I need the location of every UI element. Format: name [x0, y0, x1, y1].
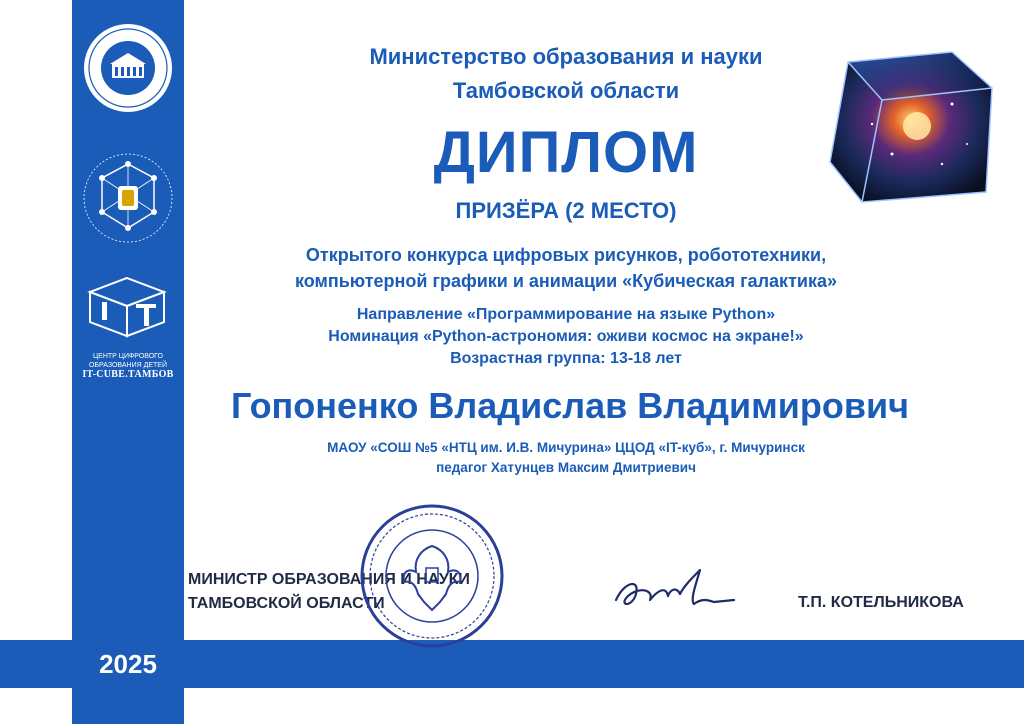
nomination-line: Номинация «Python-астрономия: оживи космос на экране!»	[328, 328, 804, 345]
winner-name: Гопоненко Владислав Владимирович	[230, 385, 910, 426]
it-cube-name: IT-CUBE.ТАМБОВ	[82, 369, 174, 380]
signer-name: Т.П. КОТЕЛЬНИКОВА	[798, 594, 964, 611]
age-group-line: Возрастная группа: 13-18 лет	[450, 350, 682, 367]
school-line: МАОУ «СОШ №5 «НТЦ им. И.В. Мичурина» ЦЦОД «IT-куб», г. Мичуринск	[327, 440, 805, 455]
teacher-line: педагог Хатунцев Максим Дмитриевич	[436, 460, 696, 475]
ministry-heading	[236, 40, 896, 108]
year-label: 2025	[99, 648, 157, 679]
minister-line2: ТАМБОВСКОЙ ОБЛАСТИ	[188, 595, 385, 612]
official-seal-stamp	[358, 502, 506, 650]
it-cube-logo	[86, 276, 168, 338]
regional-model-center-logo	[80, 150, 176, 246]
ministry-line2: Тамбовской области	[452, 78, 680, 103]
creativity-center-logo	[82, 22, 174, 114]
contest-line1: Открытого конкурса цифровых рисунков, робототехники,	[305, 245, 827, 265]
galaxy-cube-image	[822, 44, 998, 208]
diploma-title: ДИПЛОМ	[433, 120, 699, 185]
winner-affiliation	[196, 438, 936, 478]
it-cube-caption	[74, 352, 182, 379]
handwritten-signature	[610, 560, 740, 620]
ministry-line1: Министерство образования и науки	[369, 44, 763, 69]
diploma-subtitle: ПРИЗЁРА (2 МЕСТО)	[455, 198, 677, 223]
contest-line2: компьютерной графики и анимации «Кубическая галактика»	[295, 271, 837, 291]
minister-line1: МИНИСТР ОБРАЗОВАНИЯ И НАУКИ	[188, 571, 470, 588]
it-cube-caption-line1: ЦЕНТР ЦИФРОВОГО	[92, 353, 163, 360]
contest-details	[236, 304, 896, 370]
it-cube-caption-line2: ОБРАЗОВАНИЯ ДЕТЕЙ	[88, 362, 167, 369]
direction-line: Направление «Программирование на языке Python»	[356, 306, 776, 323]
contest-name	[236, 242, 896, 294]
